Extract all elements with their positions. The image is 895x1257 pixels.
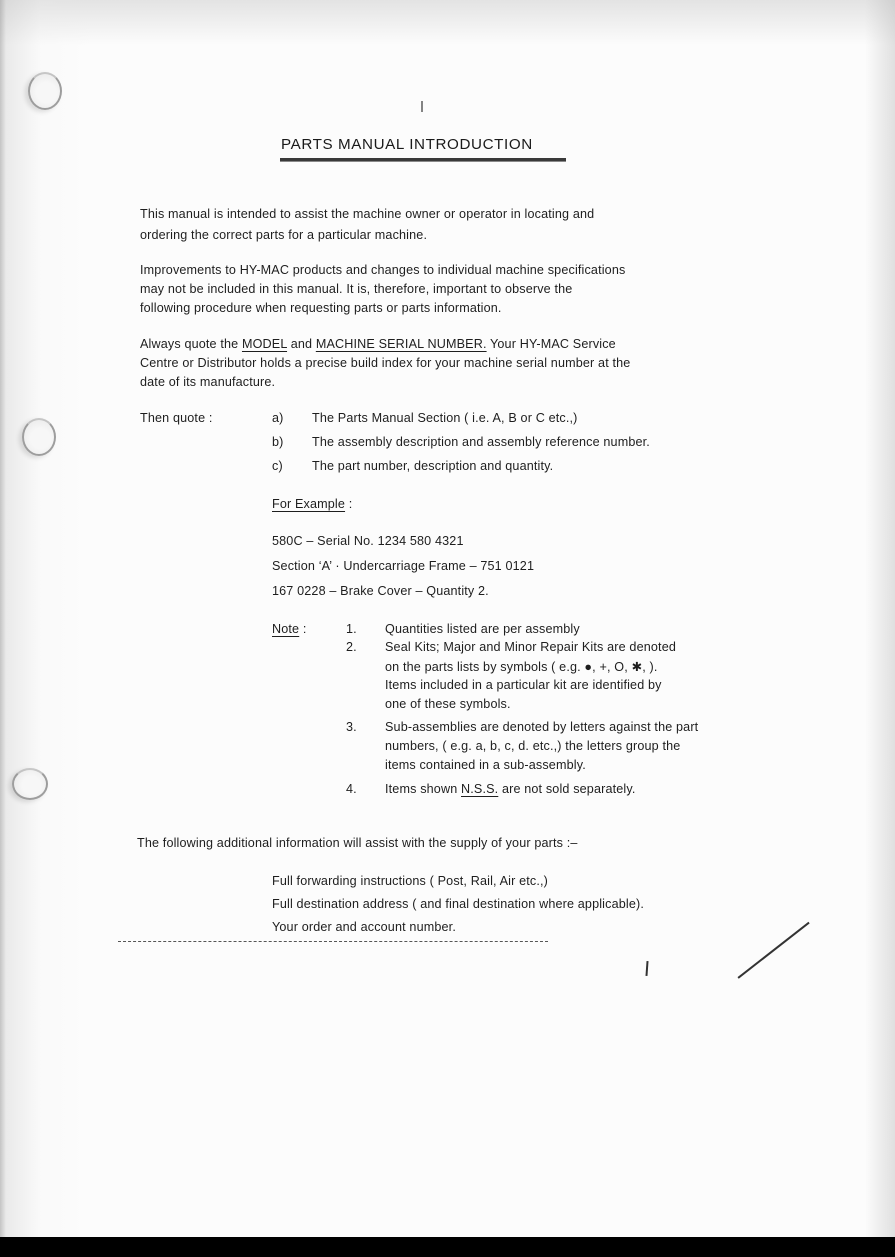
example-line-3: 167 0228 – Brake Cover – Quantity 2. (272, 584, 489, 598)
note-2-marker: 2. (346, 640, 357, 654)
improvements-line-3: following procedure when requesting parts or parts information. (140, 301, 502, 315)
stray-mark-top (421, 101, 423, 112)
note-4-line (385, 782, 636, 796)
note-2-line-4: one of these symbols. (385, 697, 511, 711)
example-heading-text: For Example (272, 497, 346, 511)
intro-line-1: This manual is intended to assist the machine owner or operator in locating and (140, 207, 595, 221)
always-quote-line-3: date of its manufacture. (140, 375, 276, 389)
note-4-marker: 4. (346, 782, 357, 796)
note-3-line-2: numbers, ( e.g. a, b, c, d. etc.,) the letters group the (385, 739, 681, 753)
note-2-line-3: Items included in a particular kit are identified by (385, 678, 662, 692)
improvements-line-1: Improvements to HY-MAC products and changes to individual machine specifications (140, 263, 626, 277)
example-heading-colon: : (345, 497, 353, 511)
then-quote-item-c: The part number, description and quantity. (312, 459, 554, 473)
then-quote-item-a: The Parts Manual Section ( i.e. A, B or C etc.,) (312, 411, 578, 425)
note-label-text: Note (272, 622, 300, 636)
example-heading (272, 497, 352, 511)
always-quote-prefix: Always quote the (140, 337, 242, 351)
pen-stroke (738, 922, 810, 979)
note-1-marker: 1. (346, 622, 357, 636)
note-4-prefix: Items shown (385, 782, 461, 796)
punch-hole-middle (22, 418, 56, 456)
additional-item-1: Full forwarding instructions ( Post, Rail, Air etc.,) (272, 874, 549, 888)
then-quote-marker-c: c) (272, 459, 283, 473)
title-underline (280, 158, 566, 162)
then-quote-marker-b: b) (272, 435, 284, 449)
example-line-1: 580C – Serial No. 1234 580 4321 (272, 534, 464, 548)
note-label (272, 622, 307, 636)
note-label-colon: : (299, 622, 307, 636)
intro-line-2: ordering the correct parts for a particular machine. (140, 228, 428, 242)
note-3-marker: 3. (346, 720, 357, 734)
then-quote-marker-a: a) (272, 411, 284, 425)
improvements-line-2: may not be included in this manual. It is, therefore, important to observe the (140, 282, 573, 296)
additional-item-3: Your order and account number. (272, 920, 456, 934)
nss-emphasis: N.S.S. (461, 782, 499, 796)
note-3-line-1: Sub-assemblies are denoted by letters against the part (385, 720, 699, 734)
additional-info-intro: The following additional information will assist with the supply of your parts :– (137, 836, 578, 850)
note-3-line-3: items contained in a sub-assembly. (385, 758, 586, 772)
always-quote-line-2: Centre or Distributor holds a precise build index for your machine serial number at the (140, 356, 631, 370)
note-2-line-1: Seal Kits; Major and Minor Repair Kits are denoted (385, 640, 677, 654)
then-quote-label: Then quote : (140, 411, 213, 425)
punch-hole-top (28, 72, 62, 110)
and-text: and (287, 337, 316, 351)
additional-item-2: Full destination address ( and final destination where applicable). (272, 897, 644, 911)
always-quote-line-1 (140, 337, 616, 351)
then-quote-item-b: The assembly description and assembly reference number. (312, 435, 650, 449)
always-quote-suffix: Your HY-MAC Service (486, 337, 616, 351)
page-title: PARTS MANUAL INTRODUCTION (281, 136, 533, 153)
scan-bottom-border (0, 1237, 895, 1257)
note-2-line-2: on the parts lists by symbols ( e.g. ●, +, O, ✱, ). (385, 660, 658, 674)
serial-number-emphasis: MACHINE SERIAL NUMBER. (315, 337, 487, 351)
note-1-line-1: Quantities listed are per assembly (385, 622, 580, 636)
punch-hole-bottom (12, 768, 48, 800)
note-4-suffix: are not sold separately. (498, 782, 636, 796)
example-line-2: Section ‘A’ · Undercarriage Frame – 751 0121 (272, 559, 535, 573)
model-emphasis: MODEL (241, 337, 288, 351)
bottom-divider (118, 941, 548, 942)
stray-mark-bottom (645, 961, 648, 976)
